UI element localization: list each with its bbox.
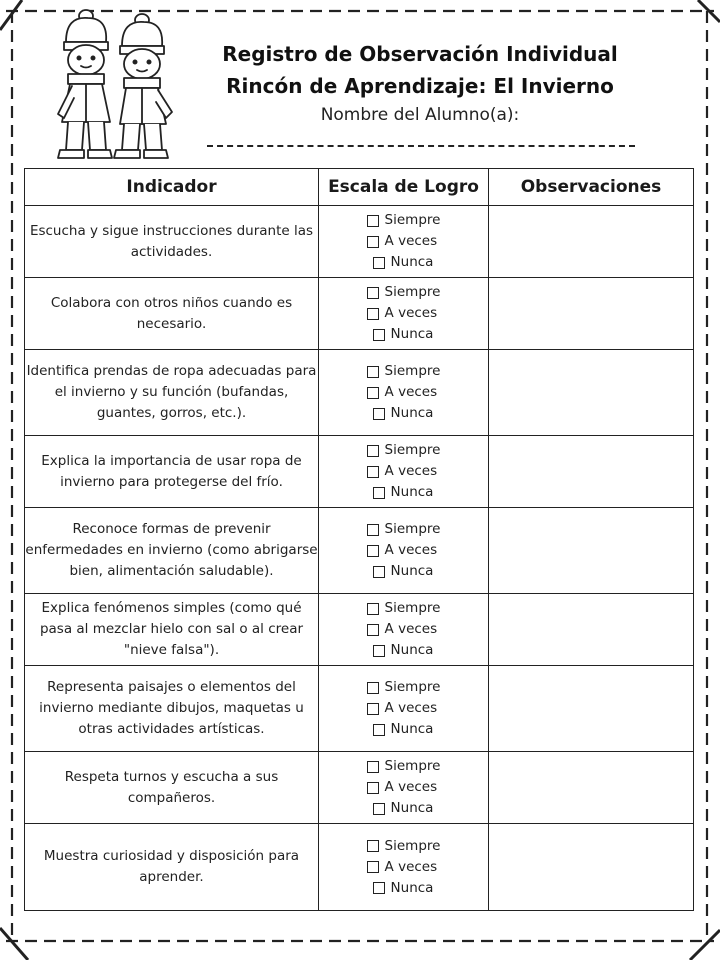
checkbox-always[interactable] bbox=[367, 361, 441, 382]
scale-options bbox=[367, 519, 441, 582]
indicator-cell: Explica fenómenos simples (como qué pasa al mezclar hielo con sal o al crear "nieve falsa"). bbox=[25, 594, 319, 666]
checkbox-always[interactable] bbox=[367, 440, 441, 461]
checkbox-icon[interactable] bbox=[373, 566, 385, 578]
checkbox-always[interactable] bbox=[367, 210, 441, 231]
checkbox-icon[interactable] bbox=[367, 782, 379, 794]
checkbox-label: Nunca bbox=[390, 563, 434, 579]
checkbox-icon[interactable] bbox=[367, 761, 379, 773]
checkbox-label: A veces bbox=[384, 384, 438, 400]
checkbox-never[interactable] bbox=[367, 482, 441, 503]
checkbox-label: Siempre bbox=[384, 679, 441, 695]
checkbox-label: Nunca bbox=[390, 254, 434, 270]
checkbox-icon[interactable] bbox=[367, 287, 379, 299]
checkbox-never[interactable] bbox=[367, 798, 441, 819]
checkbox-icon[interactable] bbox=[373, 882, 385, 894]
checkbox-label: Nunca bbox=[390, 326, 434, 342]
table-row bbox=[25, 278, 694, 350]
checkbox-icon[interactable] bbox=[367, 445, 379, 457]
indicator-cell: Reconoce formas de prevenir enfermedades en invierno (como abrigarse bien, alimentación saludable). bbox=[25, 508, 319, 594]
scale-options bbox=[367, 282, 441, 345]
scale-cell bbox=[319, 594, 489, 666]
table-row bbox=[25, 594, 694, 666]
scale-cell bbox=[319, 436, 489, 508]
checkbox-icon[interactable] bbox=[373, 408, 385, 420]
checkbox-always[interactable] bbox=[367, 836, 441, 857]
header-indicator: Indicador bbox=[25, 169, 319, 206]
checkbox-label: Nunca bbox=[390, 642, 434, 658]
checkbox-label: Nunca bbox=[390, 405, 434, 421]
checkbox-icon[interactable] bbox=[373, 724, 385, 736]
checkbox-icon[interactable] bbox=[367, 840, 379, 852]
checkbox-icon[interactable] bbox=[367, 682, 379, 694]
checkbox-label: Siempre bbox=[384, 758, 441, 774]
table-row bbox=[25, 824, 694, 911]
checkbox-icon[interactable] bbox=[373, 487, 385, 499]
checkbox-never[interactable] bbox=[367, 561, 441, 582]
winter-kids-illustration bbox=[50, 2, 180, 164]
checkbox-sometimes[interactable] bbox=[367, 231, 441, 252]
scale-options bbox=[367, 598, 441, 661]
page-title: Registro de Observación Individual bbox=[222, 42, 618, 66]
checkbox-sometimes[interactable] bbox=[367, 382, 441, 403]
checkbox-icon[interactable] bbox=[367, 366, 379, 378]
checkbox-label: Siempre bbox=[384, 363, 441, 379]
checkbox-label: A veces bbox=[384, 463, 438, 479]
checkbox-label: Siempre bbox=[384, 521, 441, 537]
checkbox-label: Siempre bbox=[384, 284, 441, 300]
checkbox-always[interactable] bbox=[367, 756, 441, 777]
checkbox-sometimes[interactable] bbox=[367, 303, 441, 324]
checkbox-label: A veces bbox=[384, 621, 438, 637]
checkbox-label: A veces bbox=[384, 858, 438, 875]
table-row bbox=[25, 666, 694, 752]
table-row bbox=[25, 752, 694, 824]
page-subtitle: Rincón de Aprendizaje: El Invierno bbox=[226, 74, 614, 98]
checkbox-sometimes[interactable] bbox=[367, 540, 441, 561]
checkbox-sometimes[interactable] bbox=[367, 777, 441, 798]
indicator-cell: Explica la importancia de usar ropa de invierno para protegerse del frío. bbox=[25, 436, 319, 508]
scale-cell bbox=[319, 508, 489, 594]
checkbox-never[interactable] bbox=[367, 252, 441, 273]
checkbox-never[interactable] bbox=[367, 878, 441, 899]
indicator-cell: Respeta turnos y escucha a sus compañeros. bbox=[25, 752, 319, 824]
checkbox-label: Nunca bbox=[390, 484, 434, 500]
observation-cell[interactable] bbox=[489, 278, 694, 350]
indicator-cell: Identifica prendas de ropa adecuadas para el invierno y su función (bufandas, guantes, gorros, etc.). bbox=[25, 350, 319, 436]
observation-table bbox=[24, 168, 694, 911]
checkbox-icon[interactable] bbox=[367, 236, 379, 248]
checkbox-icon[interactable] bbox=[367, 624, 379, 636]
checkbox-always[interactable] bbox=[367, 519, 441, 540]
checkbox-icon[interactable] bbox=[373, 257, 385, 269]
scale-cell bbox=[319, 824, 489, 911]
scale-cell bbox=[319, 206, 489, 278]
checkbox-sometimes[interactable] bbox=[367, 619, 441, 640]
checkbox-never[interactable] bbox=[367, 640, 441, 661]
scale-options bbox=[367, 210, 441, 273]
checkbox-icon[interactable] bbox=[367, 308, 379, 320]
checkbox-label: Siempre bbox=[384, 600, 441, 616]
indicator-cell: Representa paisajes o elementos del invierno mediante dibujos, maquetas u otras actividades artísticas. bbox=[25, 666, 319, 752]
checkbox-icon[interactable] bbox=[373, 803, 385, 815]
scale-cell bbox=[319, 350, 489, 436]
checkbox-label: Nunca bbox=[390, 800, 434, 816]
scale-options bbox=[367, 440, 441, 503]
observation-cell[interactable] bbox=[489, 752, 694, 824]
checkbox-label: Siempre bbox=[384, 442, 441, 458]
checkbox-label: A veces bbox=[384, 700, 438, 716]
scale-cell bbox=[319, 752, 489, 824]
header-scale: Escala de Logro bbox=[319, 169, 489, 206]
student-name-line[interactable] bbox=[207, 145, 635, 147]
observation-cell[interactable] bbox=[489, 666, 694, 752]
checkbox-label: A veces bbox=[384, 233, 438, 249]
table-row bbox=[25, 508, 694, 594]
observation-cell[interactable] bbox=[489, 594, 694, 666]
checkbox-icon[interactable] bbox=[373, 645, 385, 657]
scale-cell bbox=[319, 278, 489, 350]
checkbox-always[interactable] bbox=[367, 598, 441, 619]
table-row bbox=[25, 206, 694, 278]
checkbox-never[interactable] bbox=[367, 324, 441, 345]
checkbox-label: Siempre bbox=[384, 212, 441, 228]
checkbox-sometimes[interactable] bbox=[367, 698, 441, 719]
checkbox-label: Siempre bbox=[384, 837, 441, 854]
checkbox-always[interactable] bbox=[367, 677, 441, 698]
scale-options bbox=[367, 361, 441, 424]
scale-options bbox=[367, 836, 441, 899]
table-row bbox=[25, 350, 694, 436]
checkbox-never[interactable] bbox=[367, 403, 441, 424]
checkbox-icon[interactable] bbox=[367, 703, 379, 715]
checkbox-label: A veces bbox=[384, 542, 438, 558]
checkbox-always[interactable] bbox=[367, 282, 441, 303]
checkbox-sometimes[interactable] bbox=[367, 461, 441, 482]
observation-cell[interactable] bbox=[489, 508, 694, 594]
observation-cell[interactable] bbox=[489, 436, 694, 508]
observation-cell[interactable] bbox=[489, 350, 694, 436]
scale-options bbox=[367, 677, 441, 740]
checkbox-icon[interactable] bbox=[367, 861, 379, 873]
observation-cell[interactable] bbox=[489, 824, 694, 911]
indicator-cell: Escucha y sigue instrucciones durante las actividades. bbox=[25, 206, 319, 278]
checkbox-label: Nunca bbox=[390, 721, 434, 737]
observation-cell[interactable] bbox=[489, 206, 694, 278]
checkbox-icon[interactable] bbox=[367, 466, 379, 478]
checkbox-label: Nunca bbox=[390, 879, 434, 896]
table-header-row bbox=[25, 169, 694, 206]
table-row bbox=[25, 436, 694, 508]
checkbox-never[interactable] bbox=[367, 719, 441, 740]
checkbox-icon[interactable] bbox=[367, 387, 379, 399]
student-name-label: Nombre del Alumno(a): bbox=[320, 105, 520, 125]
checkbox-label: A veces bbox=[384, 305, 438, 321]
checkbox-icon[interactable] bbox=[367, 215, 379, 227]
indicator-cell: Colabora con otros niños cuando es necesario. bbox=[25, 278, 319, 350]
checkbox-icon[interactable] bbox=[373, 329, 385, 341]
checkbox-label: A veces bbox=[384, 779, 438, 795]
scale-options bbox=[367, 756, 441, 819]
scale-cell bbox=[319, 666, 489, 752]
indicator-cell: Muestra curiosidad y disposición para aprender. bbox=[25, 824, 319, 911]
checkbox-sometimes[interactable] bbox=[367, 857, 441, 878]
checkbox-icon[interactable] bbox=[367, 545, 379, 557]
checkbox-icon[interactable] bbox=[367, 524, 379, 536]
header-observations: Observaciones bbox=[489, 169, 694, 206]
checkbox-icon[interactable] bbox=[367, 603, 379, 615]
